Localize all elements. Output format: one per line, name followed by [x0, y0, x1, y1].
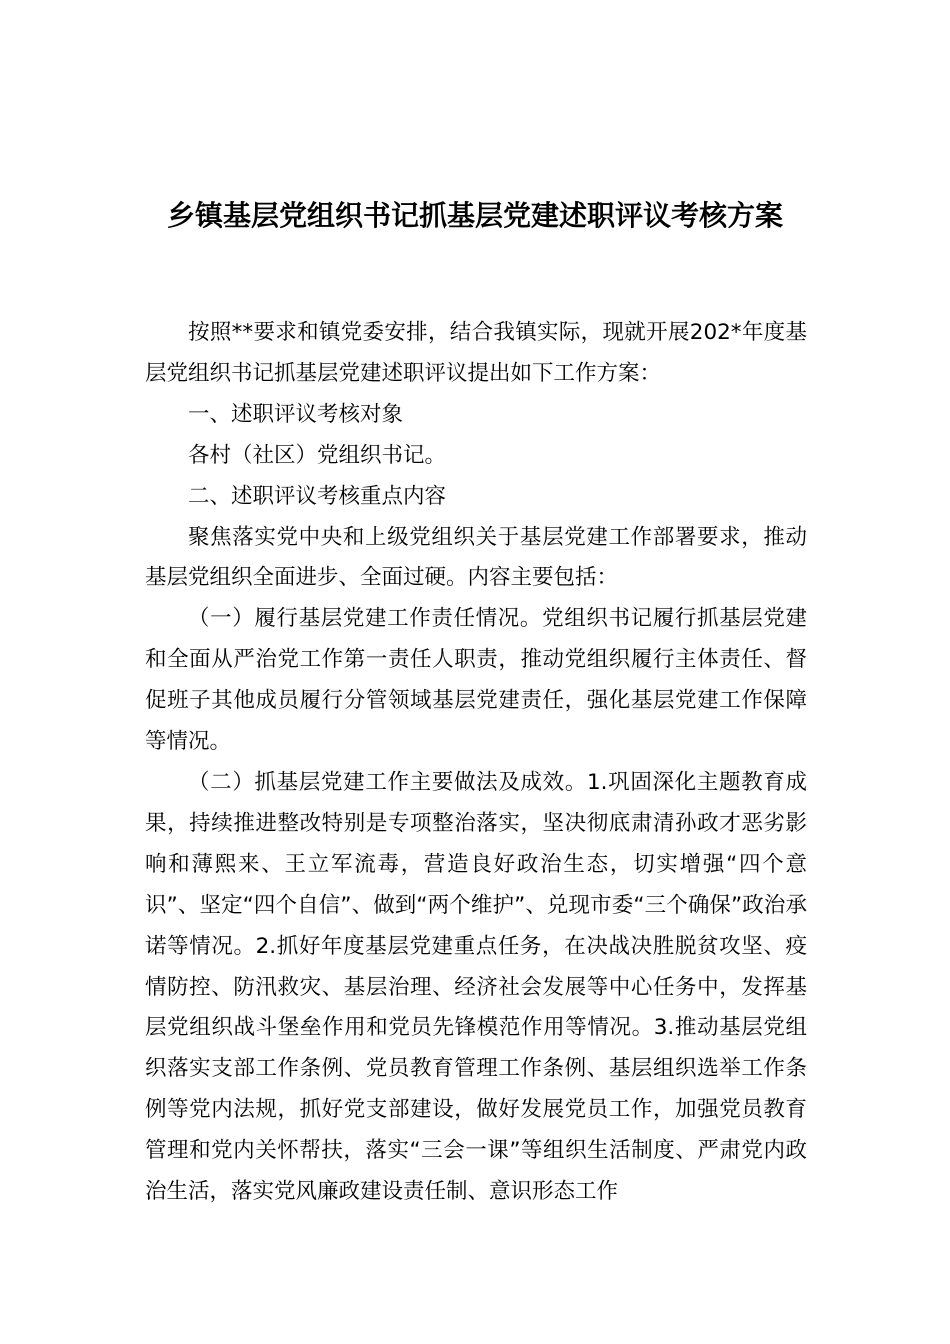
paragraph-section-1: 各村（社区）党组织书记。 [188, 442, 447, 468]
heading-section-2: 二、述职评议考核重点内容 [188, 483, 447, 509]
paragraph-intro: 按照**要求和镇党委安排，结合我镇实际，现就开展202*年度基层党组织书记抓基层党建述职评议提出如下工作方案： [145, 320, 807, 386]
document-body [145, 313, 807, 1213]
document-title: 乡镇基层党组织书记抓基层党建述职评议考核方案 [166, 199, 783, 232]
paragraph-section-2: 聚焦落实党中央和上级党组织关于基层党建工作部署要求，推动基层党组织全面进步、全面过硬。内容主要包括： [145, 524, 807, 591]
paragraph-item-2: （二）抓基层党建工作主要做法及成效。1.巩固深化主题教育成果，持续推进整改特别是专项整治落实，坚决彻底肃清孙政才恶劣影响和薄熙来、王立军流毒，营造良好政治生态，切实增强“四个意识”、坚定“四个自信”、做到“两个维护”、兑现市委“三个确保”政治承诺等情况。2.抓好年度基层党建重点任务，在决战决胜脱贫攻坚、疫情防控、防汛救灾、基层治理、经济社会发展等中心任务中，发挥基层党组织战斗堡垒作用和党员先锋模范作用等情况。3.推动基层党组织落实支部工作条例、党员教育管理工作条例、基层组织选举工作条例等党内法规，抓好党支部建设，做好发展党员工作，加强党员教育管理和党内关怀帮扶，落实“三会一课”等组织生活制度、严肃党内政治生活，落实党风廉政建设责任制、意识形态工作 [145, 769, 807, 1205]
heading-section-1: 一、述职评议考核对象 [188, 401, 404, 427]
paragraph-item-1: （一）履行基层党建工作责任情况。党组织书记履行抓基层党建和全面从严治党工作第一责任人职责，推动党组织履行主体责任、督促班子其他成员履行分管领域基层党建责任，强化基层党建工作保障等情况。 [145, 606, 807, 755]
